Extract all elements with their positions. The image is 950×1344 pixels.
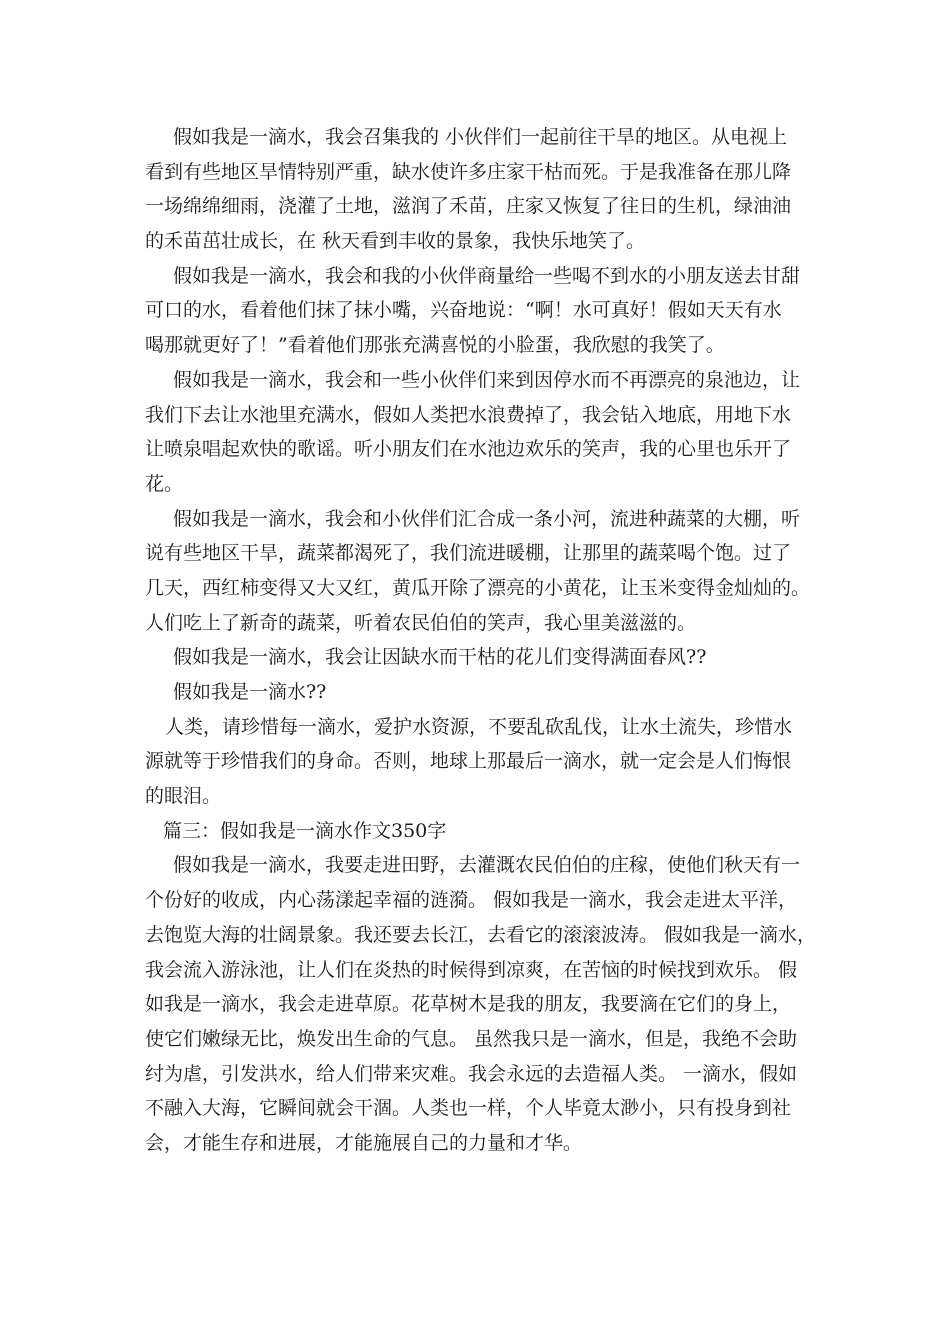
text-line: 假如我是一滴水，我会让因缺水而干枯的花儿们变得满面春风?? <box>173 646 707 669</box>
text-line: 喝那就更好了！”看着他们那张充满喜悦的小脸蛋，我欣慰的我笑了。 <box>145 334 725 357</box>
text-line: 不融入大海，它瞬间就会干涸。人类也一样，个人毕竟太渺小，只有投身到社 <box>145 1097 792 1120</box>
text-line: 去饱览大海的壮阔景象。我还要去长江，去看它的滚滚波涛。 假如我是一滴水， <box>145 923 817 946</box>
text-line: 使它们嫩绿无比，焕发出生命的气息。 虽然我只是一滴水，但是，我绝不会助 <box>145 1027 798 1050</box>
text-line: 假如我是一滴水，我要走进田野，去灌溉农民伯伯的庄稼，使他们秋天有一 <box>173 854 801 877</box>
text-line: 假如我是一滴水，我会召集我的 小伙伴们一起前往干旱的地区。从电视上 <box>173 126 788 148</box>
text-line: 假如我是一滴水，我会和小伙伴们汇合成一条小河，流进种蔬菜的大棚，听 <box>173 507 801 530</box>
section-heading: 篇三：假如我是一滴水作文350字 <box>163 819 447 842</box>
text-line: 看到有些地区旱情特别严重，缺水使许多庄家干枯而死。于是我准备在那儿降 <box>145 160 792 183</box>
text-line: 假如我是一滴水，我会和我的小伙伴商量给一些喝不到水的小朋友送去甘甜 <box>173 264 801 287</box>
text-line: 如我是一滴水，我会走进草原。花草树木是我的朋友，我要滴在它们的身上， <box>145 993 792 1016</box>
text-line: 会，才能生存和进展，才能施展自己的力量和才华。 <box>145 1131 583 1154</box>
essay-body <box>145 120 815 1161</box>
text-line: 源就等于珍惜我们的身命。否则，地球上那最后一滴水，就一定会是人们悔恨 <box>145 750 792 773</box>
text-line: 几天，西红柿变得又大又红，黄瓜开除了漂亮的小黄花，让玉米变得金灿灿的。 <box>145 576 811 599</box>
text-line: 个份好的收成，内心荡漾起幸福的涟漪。 假如我是一滴水，我会走进太平洋， <box>145 889 798 912</box>
text-line: 假如我是一滴水，我会和一些小伙伴们来到因停水而不再漂亮的泉池边，让 <box>173 368 801 391</box>
text-line: 假如我是一滴水?? <box>173 681 327 703</box>
text-line: 的禾苗茁壮成长，在 秋天看到丰收的景象，我快乐地笑了。 <box>145 230 646 253</box>
text-line: 我会流入游泳池，让人们在炎热的时候得到凉爽，在苦恼的时候找到欢乐。 假 <box>145 958 798 981</box>
text-line: 让喷泉唱起欢快的歌谣。听小朋友们在水池边欢乐的笑声，我的心里也乐开了 <box>145 438 792 461</box>
text-line: 我们下去让水池里充满水，假如人类把水浪费掉了，我会钻入地底，用地下水 <box>145 403 792 426</box>
text-line: 可口的水，看着他们抹了抹小嘴，兴奋地说：“啊！水可真好！假如天天有水 <box>145 299 782 322</box>
text-line: 人们吃上了新奇的蔬菜，听着农民伯伯的笑声，我心里美滋滋的。 <box>145 611 697 634</box>
text-line: 的眼泪。 <box>145 785 222 808</box>
text-line: 花。 <box>145 472 184 495</box>
text-line: 一场绵绵细雨，浇灌了土地，滋润了禾苗，庄家又恢复了往日的生机，绿油油 <box>145 195 792 218</box>
text-line: 纣为虐，引发洪水，给人们带来灾难。我会永远的去造福人类。 一滴水，假如 <box>145 1062 798 1085</box>
text-line: 人类，请珍惜每一滴水，爱护水资源，不要乱砍乱伐，让水土流失，珍惜水 <box>165 715 793 738</box>
text-line: 说有些地区干旱，蔬菜都渴死了，我们流进暖棚，让那里的蔬菜喝个饱。过了 <box>145 542 792 565</box>
